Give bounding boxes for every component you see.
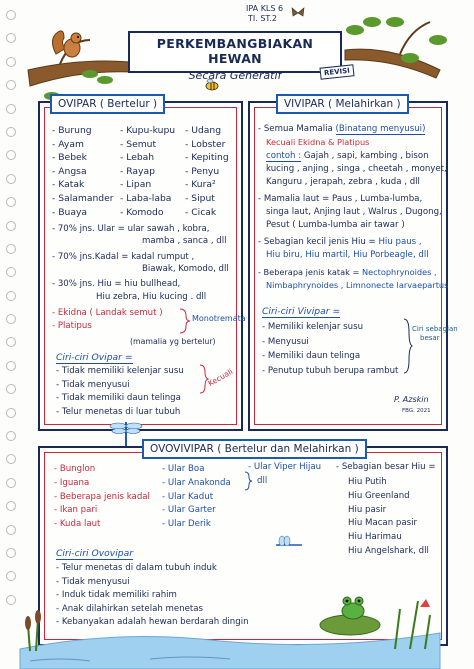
ovipar-hiu: - 30% jns. Hiu = hiu bullhead, (52, 279, 181, 289)
list-item: - Salamander (52, 192, 114, 204)
list-item: - Lobster (185, 138, 226, 150)
list-item: - Penyu (185, 165, 220, 177)
list-item: Hiu Macan pasir (348, 518, 417, 529)
section-label: TI. ST.2 (248, 14, 277, 23)
list-item: - Induk tidak memiliki rahim (56, 590, 177, 601)
vivipar-contoh-2: kucing , anjing , singa , cheetah , monyet, (266, 164, 447, 174)
ovipar-list-col3 (185, 124, 229, 219)
vivipar-katak-2: Nimbaphrynoides , Limnonecte larvaepartus (266, 280, 449, 290)
vivipar-hiu: - Sebagian kecil jenis Hiu = Hiu paus , (258, 237, 422, 247)
list-item: - Beberapa jenis kadal (54, 491, 150, 502)
vivipar-mamalia: - Semua Mamalia (Binatang menyusui) (258, 124, 426, 134)
list-item: - Komodo (120, 206, 164, 218)
list-item: - Laba-laba (120, 192, 172, 204)
list-item: - Kura² (185, 179, 216, 191)
list-item: - Memiliki kelenjar susu (262, 322, 364, 332)
ovipar-platipus: - Platipus (52, 321, 92, 331)
list-item: - Memiliki daun telinga (262, 351, 361, 361)
vivipar-mamalia-laut-2: singa laut, Anjing laut , Walrus , Dugong, (266, 207, 442, 217)
list-item: - Lebah (120, 152, 155, 164)
vivipar-ciri-heading: Ciri-ciri Vivipar = (262, 306, 341, 317)
list-item: - Lipan (120, 179, 152, 191)
list-item: - Iguana (54, 477, 90, 488)
monotremata-note: (mamalia yg bertelur) (130, 337, 216, 346)
ovovivipar-hiu-heading: - Sebagian besar Hiu = (336, 462, 436, 472)
list-item: - Katak (52, 179, 85, 191)
page-title: PERKEMBANGBIAKAN HEWAN (156, 36, 314, 66)
class-label: IPA KLS 6 (246, 4, 284, 13)
list-item: - Ikan pari (54, 505, 98, 516)
ovipar-ciri-heading: Ciri-ciri Ovipar = (56, 352, 133, 363)
list-item: Hiu Greenland (348, 490, 410, 501)
list-item: Hiu Harimau (348, 532, 402, 543)
kecuali-note: Kecuali (206, 366, 235, 389)
ovovivipar-list-col1 (54, 463, 150, 532)
ovipar-hiu-cont: Hiu zebra, Hiu kucing . dll (96, 292, 207, 302)
squirrel-icon (48, 24, 88, 64)
monotremata-label: Monotremata (192, 314, 246, 323)
list-item: - Siput (185, 192, 215, 204)
vivipar-ciri-note: Ciri sebagian besar (412, 325, 458, 342)
list-item: - Kepiting (185, 152, 229, 164)
list-item: - Semut (120, 138, 157, 150)
list-item: - Telur menetas di luar tubuh (56, 406, 181, 417)
list-item: - Ayam (52, 138, 84, 150)
list-item: - Tidak memiliki daun telinga (56, 393, 181, 404)
ovovivipar-dll: dll (257, 476, 268, 486)
list-item: - Rayap (120, 165, 155, 177)
vivipar-katak: - Beberapa jenis katak = Nectophrynoides , (258, 267, 437, 277)
list-item: - Kebanyakan adalah hewan berdarah dingin (56, 617, 249, 628)
pond-illustration (0, 589, 474, 669)
list-item: - Ular Garter (162, 505, 216, 516)
vivipar-kecuali: Kecuali Ekidna & Platipus (266, 137, 370, 147)
ovipar-ekidna: - Ekidna ( Landak semut ) (52, 308, 163, 318)
list-item: - Angsa (52, 165, 87, 177)
signature: P. Azskin (394, 395, 429, 404)
vivipar-ciri-list (262, 320, 398, 378)
brace-icon (244, 471, 254, 491)
list-item: Hiu pasir (348, 504, 387, 515)
ovovivipar-viper: - Ular Viper Hijau (248, 462, 322, 472)
list-item: - Tidak menyusui (56, 576, 130, 587)
list-item: - Kupu-kupu (120, 125, 176, 136)
list-item: - Menyusui (262, 336, 309, 347)
ovovivipar-hiu-list (348, 476, 429, 559)
list-item: - Udang (185, 125, 222, 136)
ovovivipar-list-col2 (162, 463, 231, 532)
list-item: - Ular Boa (162, 464, 205, 474)
vivipar-contoh: contoh : Gajah , sapi, kambing , bison (266, 151, 429, 161)
signature-date: FBG. 2021 (402, 408, 431, 414)
dragonfly-icon (274, 538, 304, 552)
vivipar-heading: VIVIPAR ( Melahirkan ) (276, 94, 409, 114)
ovipar-list-col1 (52, 124, 114, 219)
ovipar-heading: OVIPAR ( Bertelur ) (50, 94, 165, 114)
ovipar-list-col2 (120, 124, 175, 219)
vivipar-contoh-3: Kanguru , jerapah, zebra , kuda , dll (266, 177, 420, 187)
revisi-badge: REVISI (319, 64, 354, 79)
list-item: Hiu Angelshark, dll (348, 545, 429, 556)
ovipar-ular-cont: mamba , sanca , dll (142, 236, 227, 246)
ovovivipar-ciri-heading: Ciri-ciri Ovovipar (56, 548, 133, 559)
page-subtitle: Secara Generatif (188, 69, 282, 82)
list-item: - Penutup tubuh berupa rambut (262, 365, 399, 376)
ovipar-ular: - 70% jns. Ular = ular sawah , kobra, (52, 224, 210, 234)
list-item: - Bunglon (54, 464, 96, 474)
vivipar-hiu-2: Hiu biru, Hiu martil, Hiu Porbeagle, dll (266, 250, 429, 260)
list-item: - Tidak memiliki kelenjar susu (56, 366, 184, 376)
ovipar-kadal-cont: Biawak, Komodo, dll (142, 264, 229, 274)
ovipar-ciri-list (56, 365, 184, 419)
list-item: - Cicak (185, 206, 217, 218)
brace-icon (178, 308, 192, 334)
frog-icon (338, 595, 368, 621)
dragonfly-icon (108, 418, 144, 448)
list-item: Hiu Putih (348, 477, 387, 487)
list-item: - Kuda laut (54, 519, 101, 530)
list-item: - Ular Kadut (162, 491, 214, 502)
list-item: - Ular Derik (162, 519, 211, 530)
butterfly-icon (290, 6, 306, 20)
list-item: - Bebek (52, 152, 87, 164)
list-item: - Anak dilahirkan setelah menetas (56, 603, 204, 614)
vivipar-mamalia-laut: - Mamalia laut = Paus , Lumba-lumba, (258, 194, 423, 204)
list-item: - Ular Anakonda (162, 477, 231, 488)
list-item: - Tidak menyusui (56, 379, 130, 390)
ovipar-kadal: - 70% jns.Kadal = kadal rumput , (52, 252, 195, 262)
ovovivipar-heading: OVOVIVIPAR ( Bertelur dan Melahirkan ) (142, 439, 367, 459)
vivipar-mamalia-laut-3: Pesut ( Lumba-lumba air tawar ) (266, 220, 405, 230)
list-item: - Buaya (52, 206, 88, 218)
list-item: - Burung (52, 125, 92, 136)
list-item: - Telur menetas di dalam tubuh induk (56, 563, 217, 573)
